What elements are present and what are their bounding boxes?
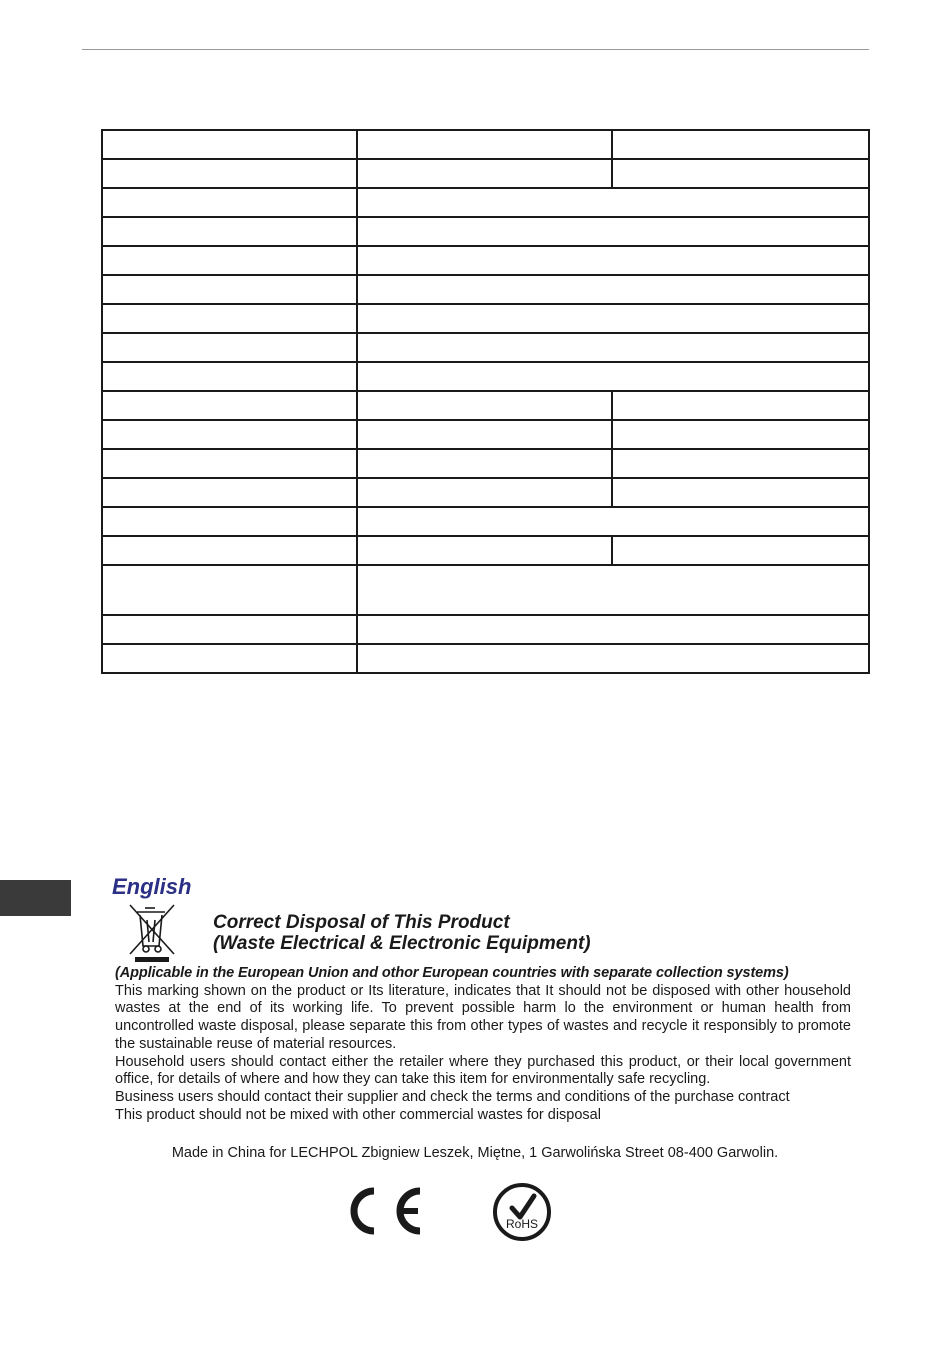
- spec-row: [102, 333, 869, 362]
- spec-value-cell-a: [357, 130, 612, 159]
- disposal-title-line2: (Waste Electrical & Electronic Equipment): [213, 933, 591, 954]
- spec-row: [102, 275, 869, 304]
- spec-row: [102, 246, 869, 275]
- spec-value-cell: [357, 275, 869, 304]
- spec-row: [102, 420, 869, 449]
- spec-value-cell: [357, 615, 869, 644]
- disposal-paragraph-1: This marking shown on the product or Its literature, indicates that It should not be disposed with other household wastes at the end of its working life. To prevent possible harm lo the environment or human health from uncontrolled waste disposal, please separate this from other types of wastes and recycle it responsibly to promote the sustainable reuse of material resources.: [115, 982, 851, 1052]
- spec-row: [102, 217, 869, 246]
- spec-label-cell: [102, 159, 357, 188]
- spec-label-cell: [102, 304, 357, 333]
- spec-value-cell: [357, 362, 869, 391]
- disposal-paragraph-2: Household users should contact either the retailer where they purchased this product, or their local government office, for details of where and how they can take this item for environmentally safe recycling.: [115, 1053, 851, 1088]
- spec-row: [102, 130, 869, 159]
- spec-value-cell: [357, 217, 869, 246]
- spec-row: [102, 449, 869, 478]
- disposal-title: [213, 912, 591, 954]
- spec-value-cell-b: [612, 391, 869, 420]
- spec-table-body: [102, 130, 869, 673]
- spec-row: [102, 478, 869, 507]
- spec-label-cell: [102, 644, 357, 673]
- spec-row: [102, 188, 869, 217]
- spec-row: [102, 644, 869, 673]
- spec-label-cell: [102, 449, 357, 478]
- manufacturer-note: Made in China for LECHPOL Zbigniew Leszek, Miętne, 1 Garwolińska Street 08-400 Garwolin.: [171, 1145, 779, 1161]
- spec-value-cell-a: [357, 391, 612, 420]
- spec-value-cell: [357, 333, 869, 362]
- spec-value-cell: [357, 644, 869, 673]
- spec-value-cell-b: [612, 536, 869, 565]
- spec-table: [101, 129, 870, 674]
- spec-row: [102, 362, 869, 391]
- spec-value-cell: [357, 246, 869, 275]
- spec-label-cell: [102, 565, 357, 615]
- spec-label-cell: [102, 507, 357, 536]
- spec-value-cell-b: [612, 478, 869, 507]
- spec-value-cell: [357, 507, 869, 536]
- spec-value-cell: [357, 565, 869, 615]
- weee-bin-icon: [125, 902, 179, 962]
- spec-value-cell: [357, 304, 869, 333]
- disposal-text: [115, 965, 851, 1124]
- spec-row: [102, 391, 869, 420]
- ce-mark-icon: [340, 1183, 424, 1239]
- spec-row: [102, 159, 869, 188]
- spec-value-cell-b: [612, 420, 869, 449]
- rohs-label: RoHS: [505, 1217, 539, 1231]
- spec-row: [102, 615, 869, 644]
- spec-value-cell-b: [612, 130, 869, 159]
- side-language-tab: [0, 880, 71, 916]
- spec-label-cell: [102, 420, 357, 449]
- spec-label-cell: [102, 275, 357, 304]
- disposal-paragraph-3: Business users should contact their supplier and check the terms and conditions of the purchase contract: [115, 1088, 790, 1105]
- spec-value-cell-a: [357, 449, 612, 478]
- spec-value-cell-a: [357, 478, 612, 507]
- spec-label-cell: [102, 615, 357, 644]
- spec-row: [102, 536, 869, 565]
- language-heading: English: [112, 874, 192, 899]
- spec-row: [102, 565, 869, 615]
- spec-value-cell-b: [612, 159, 869, 188]
- applicable-note: (Applicable in the European Union and othor European countries with separate collection systems): [115, 965, 789, 981]
- spec-label-cell: [102, 246, 357, 275]
- spec-value-cell-a: [357, 159, 612, 188]
- spec-label-cell: [102, 536, 357, 565]
- spec-value-cell-b: [612, 449, 869, 478]
- spec-label-cell: [102, 188, 357, 217]
- spec-row: [102, 507, 869, 536]
- spec-label-cell: [102, 217, 357, 246]
- spec-label-cell: [102, 362, 357, 391]
- spec-value-cell-a: [357, 536, 612, 565]
- spec-label-cell: [102, 478, 357, 507]
- disposal-title-line1: Correct Disposal of This Product: [213, 912, 510, 933]
- spec-value-cell: [357, 188, 869, 217]
- spec-value-cell-a: [357, 420, 612, 449]
- header-rule: [82, 49, 869, 50]
- spec-label-cell: [102, 391, 357, 420]
- spec-label-cell: [102, 130, 357, 159]
- spec-row: [102, 304, 869, 333]
- rohs-mark-icon: [492, 1182, 552, 1242]
- disposal-paragraph-4: This product should not be mixed with other commercial wastes for disposal: [115, 1106, 601, 1123]
- spec-label-cell: [102, 333, 357, 362]
